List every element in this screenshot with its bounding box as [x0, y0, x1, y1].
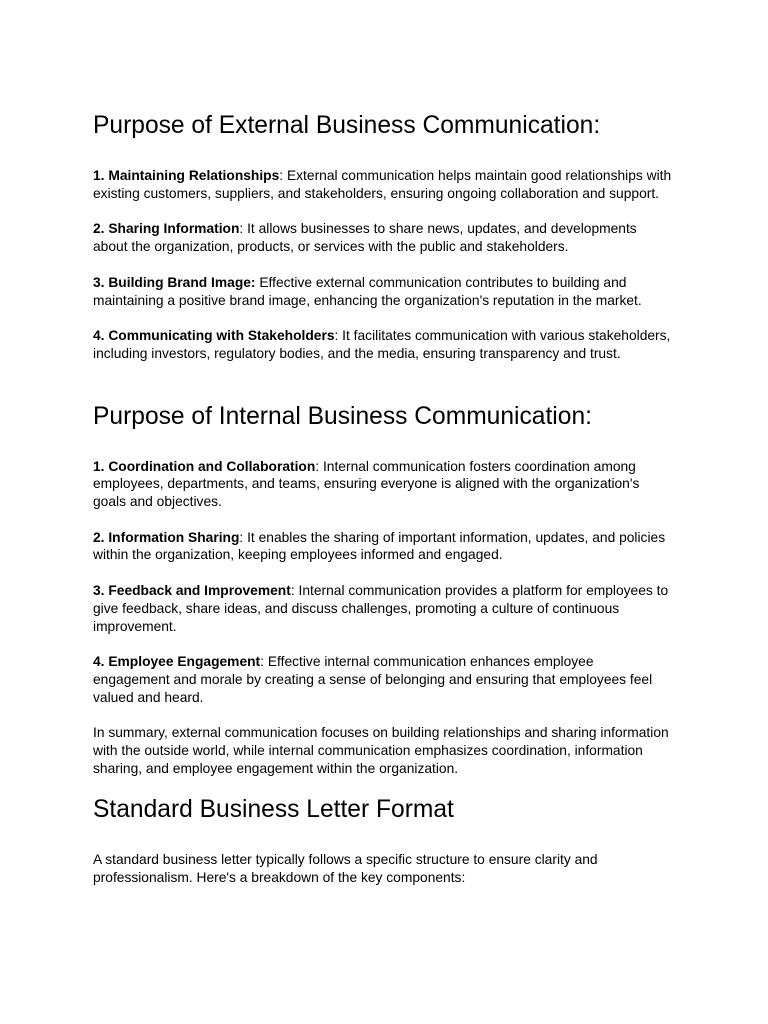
- list-item-external-1: [93, 167, 673, 202]
- item-title: 3. Feedback and Improvement: [93, 583, 291, 599]
- list-item-external-2: [93, 220, 673, 255]
- item-text: External communication helps maintain good relationships with existing customers, suppliers, and stakeholders, ensuring ongoing collaboration and support.: [93, 168, 672, 201]
- item-title: 1. Maintaining Relationships: [93, 168, 280, 183]
- item-title: 2. Information Sharing: [93, 529, 240, 545]
- list-item-external-3: [93, 274, 673, 309]
- item-title: 4. Communicating with Stakeholders: [93, 328, 335, 344]
- item-text: It allows businesses to share news, updates, and developments about the organization, products, or services with the public and stakeholders.: [93, 221, 637, 255]
- list-item-internal-3: [93, 582, 673, 635]
- intro-paragraph: A standard business letter typically follows a specific structure to ensure clarity and professionalism. Here's a breakdown of the key components:: [93, 852, 598, 886]
- item-text: Internal communication fosters coordination among employees, departments, and teams, ensuring everyone is aligned with the organization's goals and objectives.: [93, 458, 640, 510]
- item-text: Internal communication provides a platform for employees to give feedback, share ideas, and discuss challenges, promoting a culture of continuous improvement.: [93, 583, 669, 634]
- section-heading-internal: Purpose of Internal Business Communication:: [93, 402, 592, 430]
- document-page: [93, 0, 673, 887]
- item-title: 2. Sharing Information: [93, 221, 240, 237]
- item-text: Effective internal communication enhances employee engagement and morale by creating a sense of belonging and ensuring that employees feel valued and heard.: [93, 654, 653, 705]
- list-item-external-4: [93, 327, 673, 362]
- section-heading-external: Purpose of External Business Communication:: [93, 112, 601, 139]
- list-item-internal-1: [93, 458, 673, 511]
- summary-paragraph: In summary, external communication focuses on building relationships and sharing information with the outside world, while internal communication emphasizes coordination, information sharing, and employee engagement within the organization.: [93, 725, 669, 776]
- item-separator: :: [239, 529, 244, 545]
- item-title: 1. Coordination and Collaboration: [93, 458, 316, 474]
- section-heading-letter-format: Standard Business Letter Format: [93, 796, 454, 824]
- list-item-internal-2: [93, 529, 673, 564]
- item-separator: :: [239, 221, 244, 237]
- item-separator: :: [279, 168, 284, 183]
- item-title: 3. Building Brand Image:: [93, 274, 256, 290]
- item-text: It enables the sharing of important information, updates, and policies within the organization, keeping employees informed and engaged.: [93, 529, 666, 563]
- list-item-internal-4: [93, 653, 673, 706]
- item-text: Effective external communication contributes to building and maintaining a positive brand image, enhancing the organization's reputation in the market.: [93, 274, 642, 308]
- item-separator: :: [260, 654, 264, 670]
- item-text: It facilitates communication with various stakeholders, including investors, regulatory bodies, and the media, ensuring transparency and trust.: [93, 328, 671, 361]
- item-separator: :: [290, 583, 295, 599]
- item-separator: :: [315, 458, 320, 474]
- item-title: 4. Employee Engagement: [93, 654, 261, 670]
- item-separator: :: [334, 328, 339, 344]
